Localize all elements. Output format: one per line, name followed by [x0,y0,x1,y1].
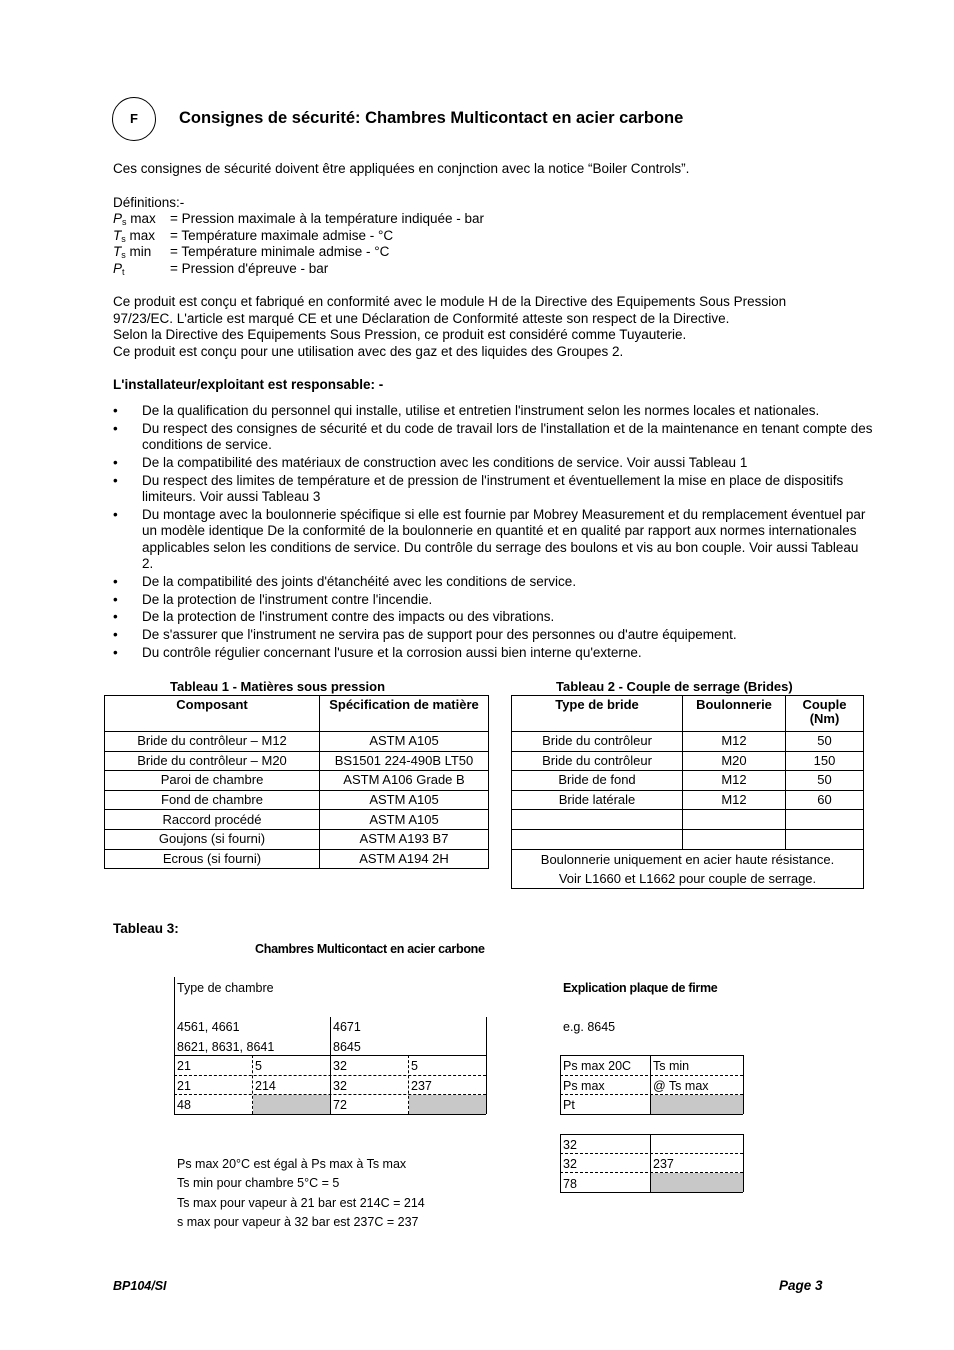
list-item: • De la protection de l'instrument contre l'incendie. [113,592,873,609]
page-title: Consignes de sécurité: Chambres Multicontact en acier carbone [179,109,684,127]
plate-example: e.g. 8645 [563,1020,616,1034]
plate-legend-cell: Ts min [653,1059,690,1073]
table-cell: ASTM A105 [320,810,489,830]
table-cell: ASTM A106 Grade B [320,771,489,791]
table1 [104,695,489,869]
table3-cell: 21 [177,1079,191,1093]
table3-cell: 5 [411,1059,418,1073]
table-row [512,790,864,810]
table-cell: 150 [786,751,864,771]
table-cell [683,810,786,830]
table1-header-spec: Spécification de matière [320,696,489,732]
table1-caption: Tableau 1 - Matières sous pression [170,679,386,694]
table3-subtitle: Chambres Multicontact en acier carbone [255,942,485,956]
table3-note-2: Ts min pour chambre 5°C = 5 [177,1176,340,1190]
table-cell: Bride du contrôleur – M20 [105,751,320,771]
list-item: • Du montage avec la boulonnerie spécifique si elle est fournie par Mobrey Measurement et du remplacement éventuel par un modèle identique De la conformité de la boulonnerie en quantité et en qualité par rapport aux normes internationales applicables selon les conditions de service. Du contrôle du serrage des boulons et vis au bon couple. Voir aussi Tableau 2. [113,507,873,573]
chamber-type-label: Type de chambre [177,981,274,995]
list-item: • Du contrôle régulier concernant l'usure et la corrosion aussi bien interne qu'externe. [113,645,873,662]
table3-cell: 237 [411,1079,432,1093]
table-row [512,810,864,830]
table-cell [512,810,683,830]
list-item: • Du respect des consignes de sécurité et du code de travail lors de l'installation et de la maintenance en tenant compte des conditions de service. [113,421,873,454]
table-row [105,849,489,869]
table-cell [786,810,864,830]
table2 [511,695,864,889]
conformity-line-2: 97/23/EC. L'article est marqué CE et une Déclaration de Conformité atteste son respect de la Directive. [113,311,730,326]
plate-legend-cell: Pt [563,1098,575,1112]
table-cell: Fond de chambre [105,790,320,810]
table-cell: ASTM A193 B7 [320,829,489,849]
table-row [105,751,489,771]
table-row [105,771,489,791]
table-row [105,829,489,849]
chamber-models-b2: 8645 [333,1040,361,1054]
table3-cell: 21 [177,1059,191,1073]
plate-value-cell: 237 [653,1157,674,1171]
list-item: • De la protection de l'instrument contre des impacts ou des vibrations. [113,609,873,626]
table3-note-4: s max pour vapeur à 32 bar est 237C = 237 [177,1215,419,1229]
table3-label: Tableau 3: [113,921,179,936]
table-cell: 50 [786,771,864,791]
table-row [512,771,864,791]
table-cell [786,829,864,849]
table-cell: Bride du contrôleur – M12 [105,732,320,752]
definitions-heading: Définitions:- [113,195,185,210]
list-item: • De la compatibilité des joints d'étanchéité avec les conditions de service. [113,574,873,591]
table2-header-flange: Type de bride [512,696,683,732]
table-cell: Bride de fond [512,771,683,791]
conformity-line-4: Ce produit est conçu pour une utilisation avec des gaz et des liquides des Groupes 2. [113,344,624,359]
page-number: Page 3 [779,1278,823,1293]
table3-cell: 72 [333,1098,347,1112]
table-cell: Raccord procédé [105,810,320,830]
definition-value: = Température maximale admise - °C [170,228,394,243]
definition-term: $P_s$ max [113,211,156,227]
document-code: BP104/SI [113,1279,167,1293]
table-row [512,751,864,771]
table-cell [683,829,786,849]
table-row [105,790,489,810]
table-row [105,732,489,752]
definition-term: $T_s$ min [113,244,152,260]
responsible-heading: L'installateur/exploitant est responsable: - [113,377,384,392]
definition-value: = Température minimale admise - °C [170,244,390,259]
plate-value-cell: 32 [563,1138,577,1152]
table2-header-bolting: Boulonnerie [683,696,786,732]
plate-legend-cell: Ps max [563,1079,605,1093]
list-item: • De la qualification du personnel qui installe, utilise et entretien l'instrument selon les normes locales et nationales. [113,403,873,420]
table2-caption: Tableau 2 - Couple de serrage (Brides) [556,679,793,694]
table-cell: M12 [683,732,786,752]
table-row [512,732,864,752]
table-cell: Bride du contrôleur [512,732,683,752]
table-cell: Bride latérale [512,790,683,810]
table-cell: ASTM A105 [320,790,489,810]
intro-text: Ces consignes de sécurité doivent être appliquées en conjnction avec la notice “Boiler Controls”. [113,161,690,176]
table3-note-1: Ps max 20°C est égal à Ps max à Ts max [177,1157,407,1171]
definition-term: $T_s$ max [113,228,156,244]
list-item: • De la compatibilité des matériaux de construction avec les conditions de service. Voir aussi Tableau 1 [113,455,873,472]
plate-legend-cell: @ Ts max [653,1079,709,1093]
chamber-models-b1: 4671 [333,1020,361,1034]
table-cell: ASTM A194 2H [320,849,489,869]
table-cell: M20 [683,751,786,771]
list-item: • De s'assurer que l'instrument ne servira pas de support pour des personnes ou d'autre équipement. [113,627,873,644]
table-cell [512,829,683,849]
table-cell: BS1501 224-490B LT50 [320,751,489,771]
plate-value-cell: 78 [563,1177,577,1191]
table1-header-component: Composant [105,696,320,732]
list-item: • Du respect des limites de température et de pression de l'instrument et éventuellement la mise en place de dispositifs limiteurs. Voir aussi Tableau 3 [113,473,873,506]
chamber-models-a2: 8621, 8631, 8641 [177,1040,275,1054]
table-cell: ASTM A105 [320,732,489,752]
table3-cell: 32 [333,1059,347,1073]
table3-cell: 48 [177,1098,191,1112]
table2-note [512,849,864,888]
conformity-line-3: Selon la Directive des Equipements Sous Pression, ce produit est considéré comme Tuyauterie. [113,327,687,342]
table2-note-2: Voir L1660 et L1662 pour couple de serrage. [558,870,817,886]
table-row [512,829,864,849]
table-cell: Bride du contrôleur [512,751,683,771]
section-letter: F [130,110,138,126]
definition-term: $P_t$ [113,261,125,277]
table-cell: Goujons (si fourni) [105,829,320,849]
table3-cell: 214 [255,1079,276,1093]
plate-value-cell: 32 [563,1157,577,1171]
table2-header-torque: Couple (Nm) [786,696,864,732]
table-cell: M12 [683,771,786,791]
table3-cell: 5 [255,1059,262,1073]
table-cell: 60 [786,790,864,810]
conformity-line-1: Ce produit est conçu et fabriqué en conformité avec le module H de la Directive des Equipements Sous Pression [113,294,787,309]
responsibility-list [113,403,873,662]
plate-legend-cell: Ps max 20C [563,1059,632,1073]
table-cell: Paroi de chambre [105,771,320,791]
table-row [105,810,489,830]
plate-heading: Explication plaque de firme [563,981,718,995]
table-cell: 50 [786,732,864,752]
table-cell: Ecrous (si fourni) [105,849,320,869]
table3-cell: 32 [333,1079,347,1093]
table-cell: M12 [683,790,786,810]
section-letter-badge [112,97,156,141]
chamber-models-a1: 4561, 4661 [177,1020,240,1034]
table2-note-1: Boulonnerie uniquement en acier haute résistance. [540,851,835,867]
definition-value: = Pression d'épreuve - bar [170,261,329,276]
table3-note-3: Ts max pour vapeur à 21 bar est 214C = 214 [177,1196,425,1210]
definition-value: = Pression maximale à la température indiquée - bar [170,211,485,226]
